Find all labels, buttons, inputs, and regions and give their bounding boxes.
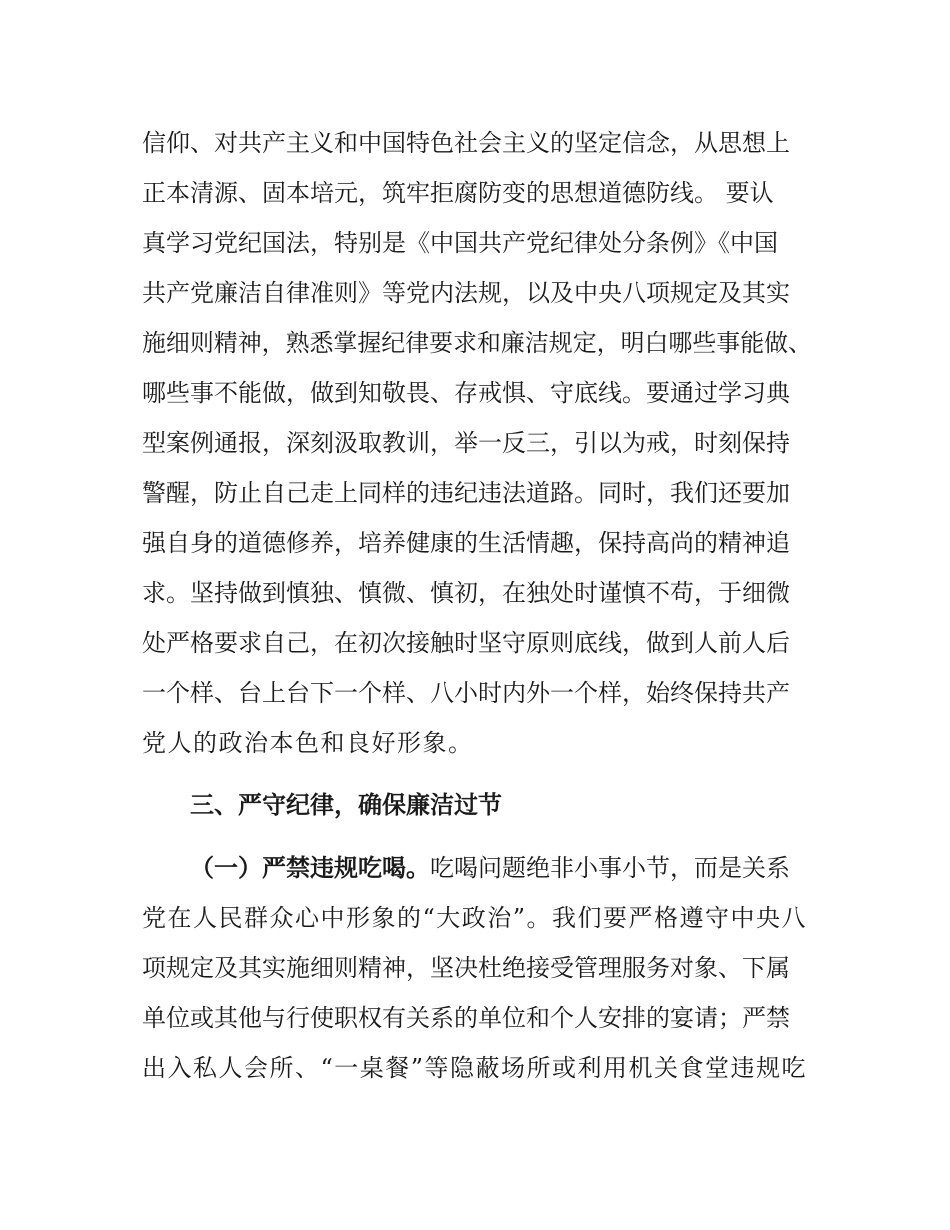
paragraph-line: 型案例通报，深刻汲取教训，举一反三，引以为戒，时刻保持 xyxy=(142,429,790,457)
section-heading: 三、严守纪律，确保廉洁过节 xyxy=(190,791,502,819)
paragraph-line: 党人的政治本色和良好形象。 xyxy=(142,729,474,757)
paragraph-line: 出入私人会所、“一桌餐”等隐蔽场所或利用机关食堂违规吃 xyxy=(142,1054,808,1082)
paragraph-line: 正本清源、固本培元，筑牢拒腐防变的思想道德防线。 要认 xyxy=(142,179,774,207)
paragraph-line: 一个样、台上台下一个样、八小时内外一个样，始终保持共产 xyxy=(142,679,790,707)
paragraph-line: 处严格要求自己，在初次接触时坚守原则底线，做到人前人后 xyxy=(142,629,790,657)
paragraph-line: 警醒，防止自己走上同样的违纪违法道路。同时，我们还要加 xyxy=(142,479,790,507)
paragraph-line: 党在人民群众心中形象的“大政治”。我们要严格遵守中央八 xyxy=(142,904,808,932)
paragraph-first-line xyxy=(190,853,820,883)
paragraph-text: 吃喝问题绝非小事小节，而是关系 xyxy=(430,854,790,882)
paragraph-line: 单位或其他与行使职权有关系的单位和个人安排的宴请；严禁 xyxy=(142,1004,790,1032)
paragraph-line: 真学习党纪国法，特别是《中国共产党纪律处分条例》《中国 xyxy=(142,229,778,257)
paragraph-line: 哪些事不能做，做到知敬畏、存戒惧、守底线。要通过学习典 xyxy=(142,379,790,407)
sub-heading: （一）严禁违规吃喝。 xyxy=(190,854,430,882)
paragraph-line: 施细则精神，熟悉掌握纪律要求和廉洁规定，明白哪些事能做、 xyxy=(142,329,812,357)
paragraph-line: 共产党廉洁自律准则》等党内法规，以及中央八项规定及其实 xyxy=(142,279,790,307)
paragraph-line: 项规定及其实施细则精神，坚决杜绝接受管理服务对象、下属 xyxy=(142,954,790,982)
paragraph-line: 信仰、对共产主义和中国特色社会主义的坚定信念，从思想上 xyxy=(142,129,790,157)
paragraph-line: 强自身的道德修养，培养健康的生活情趣，保持高尚的精神追 xyxy=(142,529,790,557)
paragraph-line: 求。坚持做到慎独、慎微、慎初，在独处时谨慎不苟，于细微 xyxy=(142,579,790,607)
